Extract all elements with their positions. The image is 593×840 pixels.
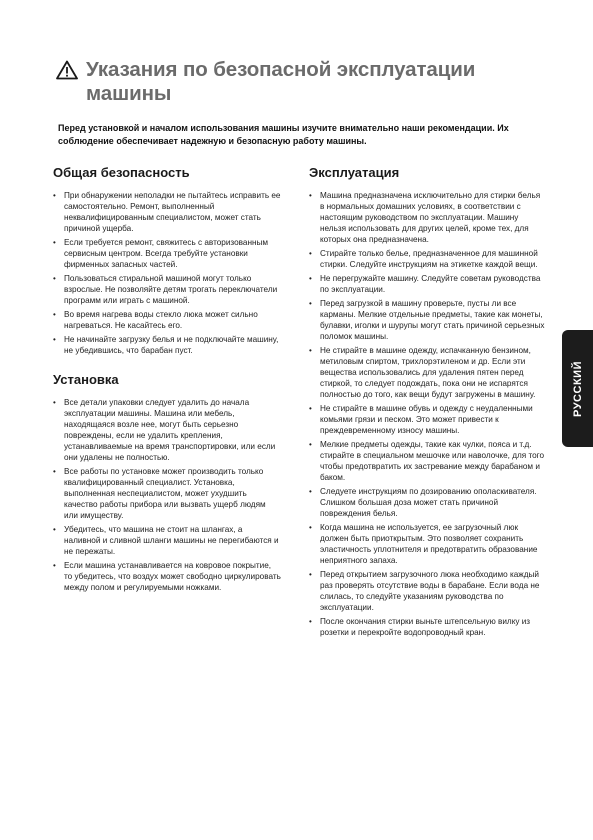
bullet-icon: •	[309, 249, 312, 258]
list-item-text: Следуете инструкциям по дозированию ополаскивателя. Слишком большая доза может стать причиной повреждения белья.	[320, 487, 537, 518]
list-item	[53, 524, 281, 557]
list-item-text: Когда машина не используется, ее загрузочный люк должен быть приоткрытым. Это позволяет сохранить эластичность уплотнителя и предотвратить образование неприятного запаха.	[320, 523, 538, 565]
section-title-operation: Эксплуатация	[309, 165, 400, 180]
list-item-text: Не стирайте в машине одежду, испачканную бензином, метиловым спиртом, трихлорэтиленом и др. Если эти вещества использовались для удаления пятен перед стиркой, то следует подождать, пока они не испарятся полностью до того, как вещи будут загружены в машину.	[320, 346, 536, 399]
list-item-text: Перед открытием загрузочного люка необходимо каждый раз проверять отсутствие воды в барабане. Если вода не слилась, то следуйте указаниям руководства по эксплуатации.	[320, 570, 540, 612]
page-header	[56, 58, 556, 106]
section-title-general: Общая безопасность	[53, 165, 190, 180]
list-item-text: Все детали упаковки следует удалить до начала эксплуатации машины. Машина или мебель, находящаяся возле нее, могут быть серьезно повреждены, если не удалить крепления, устанавливаемые на время транспортировки, или если они удалены не полностью.	[64, 398, 276, 462]
list-item	[309, 403, 545, 436]
list-item	[309, 248, 545, 270]
bullet-icon: •	[309, 191, 312, 200]
bullet-icon: •	[53, 525, 56, 534]
list-item	[309, 273, 545, 295]
list-item-text: При обнаружении неполадки не пытайтесь исправить ее самостоятельно. Ремонт, выполненный неквалифицированным специалистом, может стать причиной ущерба.	[64, 191, 281, 233]
list-item	[53, 309, 281, 331]
list-item	[309, 522, 545, 566]
right-column	[309, 165, 545, 648]
bullet-icon: •	[309, 404, 312, 413]
list-item	[53, 190, 281, 234]
list-item	[53, 237, 281, 270]
list-item	[309, 439, 545, 483]
list-item	[53, 560, 281, 593]
list-item-text: Перед загрузкой в машину проверьте, пусты ли все карманы. Мелкие отдельные предметы, такие как монеты, булавки, иголки и шурупы могут стать причиной серьезных поломок машины.	[320, 299, 545, 341]
list-item-text: После окончания стирки выньте штепсельную вилку из розетки и перекройте водопроводный кран.	[320, 617, 531, 637]
list-item-text: Не начинайте загрузку белья и не подключайте машину, не убедившись, что барабан пуст.	[64, 335, 279, 355]
list-item	[309, 190, 545, 245]
bullet-icon: •	[53, 238, 56, 247]
list-item	[309, 569, 545, 613]
list-item-text: Если требуется ремонт, свяжитесь с авторизованным сервисным центром. Всегда требуйте установки фирменных запасных частей.	[64, 238, 269, 269]
list-item	[53, 466, 281, 521]
bullet-icon: •	[53, 398, 56, 407]
warning-triangle-icon	[56, 60, 78, 80]
general-list	[53, 190, 281, 356]
list-item-text: Мелкие предметы одежды, такие как чулки, пояса и т.д. стирайте в специальном мешочке или наволочке, для того чтобы предотвратить их застревание между барабаном и баком.	[320, 440, 545, 482]
list-item	[53, 397, 281, 463]
list-item	[53, 273, 281, 306]
list-item-text: Убедитесь, что машина не стоит на шлангах, а наливной и сливной шланги машины не перегибаются и не пережаты.	[64, 525, 279, 556]
bullet-icon: •	[309, 617, 312, 626]
operation-list	[309, 190, 545, 638]
list-item	[309, 616, 545, 638]
bullet-icon: •	[53, 561, 56, 570]
list-item	[53, 334, 281, 356]
bullet-icon: •	[309, 299, 312, 308]
bullet-icon: •	[309, 487, 312, 496]
list-item-text: Не перегружайте машину. Следуйте советам руководства по эксплуатации.	[320, 274, 541, 294]
bullet-icon: •	[309, 274, 312, 283]
left-column	[53, 165, 281, 603]
list-item-text: Все работы по установке может производить только квалифицированный специалист. Установка, выполненная неспециалистом, может ухудшить качество работы прибора или вызвать ущерб людям или имуществу.	[64, 467, 266, 520]
install-list	[53, 397, 281, 593]
language-tab	[562, 330, 593, 447]
bullet-icon: •	[53, 191, 56, 200]
bullet-icon: •	[309, 523, 312, 532]
list-item-text: Во время нагрева воды стекло люка может сильно нагреваться. Не касайтесь его.	[64, 310, 258, 330]
list-item	[309, 345, 545, 400]
bullet-icon: •	[53, 467, 56, 476]
list-item	[309, 298, 545, 342]
list-item-text: Не стирайте в машине обувь и одежду с неудаленными комьями грязи и песком. Это может привести к преждевременному износу машины.	[320, 404, 533, 435]
section-title-install: Установка	[53, 372, 119, 387]
bullet-icon: •	[309, 570, 312, 579]
bullet-icon: •	[309, 346, 312, 355]
intro-text: Перед установкой и началом использования машины изучите внимательно наши рекомендации. Их соблюдение обеспечивает надежную и безопасную работу машины.	[58, 123, 509, 146]
bullet-icon: •	[309, 440, 312, 449]
bullet-icon: •	[53, 310, 56, 319]
bullet-icon: •	[53, 274, 56, 283]
language-tab-label: РУССКИЙ	[571, 360, 584, 417]
list-item	[309, 486, 545, 519]
list-item-text: Машина предназначена исключительно для стирки белья в нормальных домашних условиях, в соответствии с настоящим руководством по эксплуатации. Машину нельзя использовать для других целей, кроме тех, для которых она предназначена.	[320, 191, 541, 244]
page-title: Указания по безопасной эксплуатации машины	[86, 58, 476, 105]
list-item-text: Стирайте только белье, предназначенное для машинной стирки. Следуйте инструкциям на этикетке каждой вещи.	[320, 249, 538, 269]
list-item-text: Если машина устанавливается на ковровое покрытие, то убедитесь, что воздух может свободно циркулировать между полом и регулируемыми ножками.	[64, 561, 281, 592]
bullet-icon: •	[53, 335, 56, 344]
list-item-text: Пользоваться стиральной машиной могут только взрослые. Не позволяйте детям трогать переключатели программ или играть с машиной.	[64, 274, 278, 305]
